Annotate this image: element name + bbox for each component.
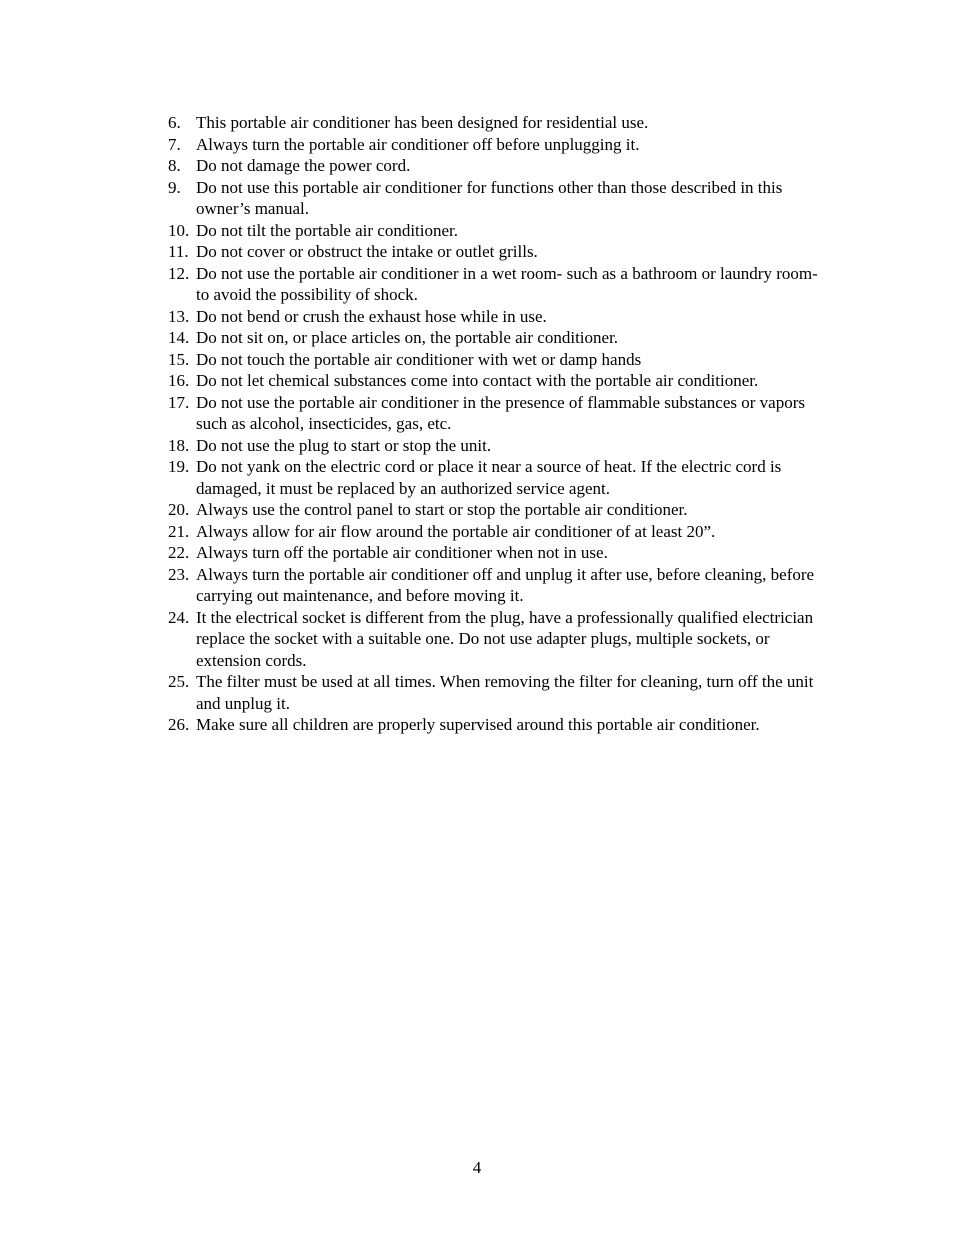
item-number: 25. — [168, 672, 190, 691]
item-number: 22. — [168, 543, 190, 562]
item-number: 26. — [168, 715, 190, 734]
item-number: 8. — [168, 156, 181, 175]
list-item — [168, 241, 828, 263]
list-item — [168, 263, 828, 306]
item-text: Do not damage the power cord. — [196, 156, 411, 175]
item-text: Always turn off the portable air conditioner when not in use. — [196, 543, 608, 562]
item-text: Do not tilt the portable air conditioner. — [196, 220, 459, 240]
item-number: 16. — [168, 371, 190, 390]
item-text: Do not yank on the electric cord or place it near a source of heat. If the electric cord is damaged, it must be replaced by an authorized service agent. — [196, 457, 782, 498]
list-item — [168, 370, 828, 392]
list-item — [168, 456, 828, 499]
item-number: 14. — [168, 328, 190, 347]
item-text: Do not sit on, or place articles on, the portable air conditioner. — [196, 328, 619, 347]
item-number: 7. — [168, 134, 181, 154]
list-item — [168, 607, 828, 672]
list-item — [168, 134, 828, 156]
item-text: Always allow for air flow around the portable air conditioner of at least 20”. — [196, 521, 716, 541]
item-number: 6. — [168, 113, 181, 132]
list-item — [168, 327, 828, 349]
list-item — [168, 564, 828, 607]
item-number: 21. — [168, 521, 190, 541]
item-number: 15. — [168, 349, 190, 369]
item-number: 17. — [168, 392, 190, 412]
list-item — [168, 714, 828, 736]
item-text: Make sure all children are properly supervised around this portable air conditioner. — [196, 715, 760, 734]
item-text: Always turn the portable air conditioner off and unplug it after use, before cleaning, before carrying out maintenance, and before moving it. — [196, 564, 815, 605]
list-item — [168, 542, 828, 564]
list-item — [168, 112, 828, 134]
page-number: 4 — [472, 1158, 482, 1177]
item-text: The filter must be used at all times. When removing the filter for cleaning, turn off the unit and unplug it. — [196, 672, 814, 713]
item-number: 23. — [168, 564, 190, 584]
item-number: 13. — [168, 306, 190, 326]
item-number: 9. — [168, 177, 181, 197]
list-item — [168, 349, 828, 371]
list-item — [168, 177, 828, 220]
item-text: Do not use this portable air conditioner for functions other than those described in this owner’s manual. — [196, 177, 783, 218]
item-number: 11. — [168, 242, 189, 261]
item-text: Do not cover or obstruct the intake or outlet grills. — [196, 242, 538, 261]
item-text: This portable air conditioner has been designed for residential use. — [196, 113, 649, 132]
item-text: Always use the control panel to start or stop the portable air conditioner. — [196, 500, 688, 519]
list-item — [168, 220, 828, 242]
list-item — [168, 155, 828, 177]
list-item — [168, 435, 828, 457]
item-number: 18. — [168, 435, 190, 455]
item-text: Do not bend or crush the exhaust hose while in use. — [196, 306, 547, 326]
item-number: 20. — [168, 500, 190, 519]
list-item — [168, 306, 828, 328]
list-item — [168, 671, 828, 714]
list-item — [168, 521, 828, 543]
item-text: Do not use the portable air conditioner in the presence of flammable substances or vapors such as alcohol, insecticides, gas, etc. — [196, 392, 805, 433]
item-number: 12. — [168, 263, 190, 283]
safety-instructions-list — [168, 112, 828, 736]
list-item — [168, 392, 828, 435]
item-text: Do not use the portable air conditioner in a wet room- such as a bathroom or laundry room- to avoid the possibility of shock. — [196, 263, 818, 304]
item-text: Always turn the portable air conditioner off before unplugging it. — [196, 134, 640, 154]
item-number: 10. — [168, 220, 190, 240]
item-number: 19. — [168, 457, 190, 476]
item-number: 24. — [168, 607, 190, 627]
item-text: Do not use the plug to start or stop the unit. — [196, 435, 492, 455]
item-text: Do not let chemical substances come into contact with the portable air conditioner. — [196, 371, 759, 390]
item-text: It the electrical socket is different from the plug, have a professionally qualified electrician replace the socket with a suitable one. Do not use adapter plugs, multiple sockets, or extension cords. — [196, 607, 814, 670]
item-text: Do not touch the portable air conditioner with wet or damp hands — [196, 349, 642, 369]
list-item — [168, 499, 828, 521]
